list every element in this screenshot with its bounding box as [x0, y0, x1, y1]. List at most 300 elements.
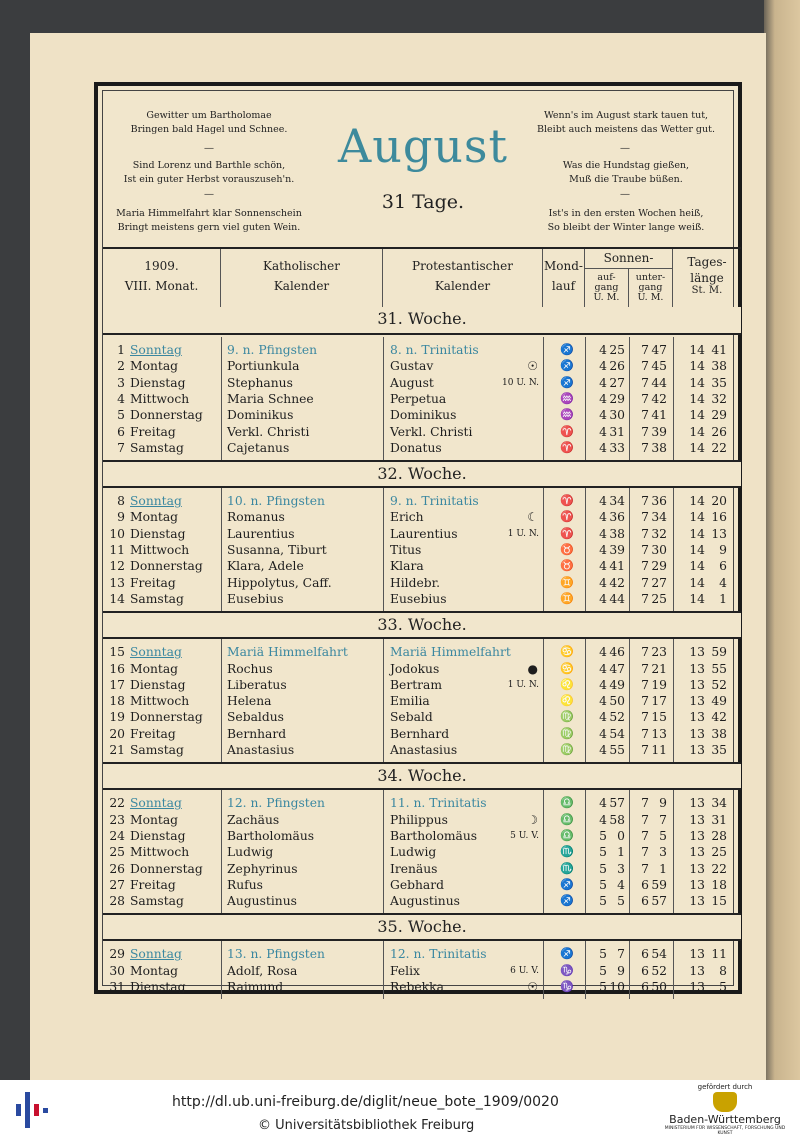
header-unter-line: gang: [638, 282, 663, 293]
cell-day: Sonntag: [130, 343, 182, 357]
cell-day: Dienstag: [130, 828, 186, 843]
cell-lm: 38: [711, 359, 727, 374]
cell-rh: 4: [599, 575, 607, 590]
cell-sm: 25: [651, 591, 667, 606]
cell-day: Samstag: [130, 894, 184, 909]
cell-day: Freitag: [130, 575, 176, 590]
cell-sh: 7: [641, 845, 649, 860]
cell-lh: 14: [689, 526, 705, 541]
cell-kath: Helena: [227, 694, 272, 709]
cell-note: 6 U. V.: [510, 965, 539, 976]
cell-num: 19: [109, 710, 125, 725]
cell-rm: 50: [609, 694, 625, 709]
cell-kath: Augustinus: [227, 894, 297, 909]
cell-rh: 4: [599, 743, 607, 757]
cell-num: 24: [109, 828, 125, 843]
cell-sh: 6: [641, 877, 649, 892]
cell-rm: 38: [609, 526, 625, 541]
verse-left-1: [111, 109, 307, 137]
cell-moon: ♒: [560, 408, 574, 422]
verse-line: Bleibt auch meistens das Wetter gut.: [537, 124, 715, 135]
cell-sm: 19: [651, 677, 667, 692]
header-mond-line: Mond-: [544, 259, 583, 273]
cell-num: 22: [109, 796, 125, 811]
cell-rh: 5: [599, 861, 607, 876]
cell-lm: 13: [711, 526, 727, 541]
cell-sm: 1: [659, 861, 667, 876]
cell-lh: 13: [689, 828, 705, 843]
cell-num: 23: [109, 812, 125, 827]
cell-lh: 14: [689, 575, 705, 590]
cell-rh: 4: [599, 494, 607, 509]
cell-sh: 7: [641, 494, 649, 509]
cell-num: 11: [109, 543, 125, 557]
adjacent-page-edge: [764, 0, 800, 1080]
cell-moon: ♐: [560, 894, 574, 908]
cell-lm: 20: [711, 494, 727, 509]
cell-rm: 55: [609, 743, 625, 757]
table-row: [103, 742, 741, 758]
cell-day: Samstag: [130, 743, 184, 757]
table-row: [103, 844, 741, 860]
cell-rh: 4: [599, 391, 607, 406]
cell-rm: 57: [609, 796, 625, 811]
cell-num: 6: [117, 424, 125, 439]
header-prot-line: Protestantischer: [412, 259, 513, 273]
cell-lh: 14: [689, 408, 705, 423]
column-divider: [221, 639, 222, 762]
cell-sh: 7: [641, 375, 649, 390]
cell-rm: 31: [609, 424, 625, 439]
cell-lm: 6: [719, 559, 727, 574]
header-untergang: [629, 269, 673, 307]
cell-lm: 59: [711, 645, 727, 660]
table-row: [103, 963, 741, 979]
column-divider: [585, 337, 586, 460]
column-divider: [629, 488, 630, 611]
cell-day: Donnerstag: [130, 710, 203, 725]
table-row: [103, 661, 741, 677]
table-row: [103, 861, 741, 877]
header-sonnen-label: Sonnen-: [603, 251, 654, 265]
copyright-notice: © Universitätsbibliothek Freiburg: [258, 1118, 475, 1133]
cell-sh: 7: [641, 526, 649, 541]
cell-moon: ♉: [560, 559, 574, 573]
cell-rm: 36: [609, 510, 625, 525]
week-header: 32. Woche.: [103, 460, 741, 488]
cell-rh: 4: [599, 645, 607, 660]
column-divider: [543, 639, 544, 762]
cell-rh: 4: [599, 375, 607, 390]
cell-day: Donnerstag: [130, 861, 203, 876]
cell-moon: ♈: [560, 526, 574, 540]
table-row: [103, 542, 741, 558]
header-sonnen: [585, 249, 673, 269]
cell-rm: 39: [609, 543, 625, 557]
cell-sh: 7: [641, 440, 649, 455]
cell-lm: 31: [711, 812, 727, 827]
cell-sm: 34: [651, 510, 667, 525]
funder-name: Baden-Württemberg: [669, 1113, 781, 1126]
cell-lh: 13: [689, 796, 705, 811]
cell-prot: Rebekka: [390, 980, 444, 994]
cell-lh: 13: [689, 710, 705, 725]
column-divider: [543, 790, 544, 913]
cell-lm: 38: [711, 726, 727, 741]
cell-lm: 22: [711, 440, 727, 455]
cell-kath: Raimund: [227, 980, 284, 994]
cell-lm: 41: [711, 343, 727, 357]
verse-line: Bringen bald Hagel und Schnee.: [130, 124, 288, 135]
cell-sh: 6: [641, 980, 649, 994]
divider-dash: —: [620, 189, 630, 200]
cell-lh: 13: [689, 812, 705, 827]
header-auf-line: auf-: [597, 272, 616, 283]
verse-right-1: [527, 109, 725, 137]
cell-sh: 7: [641, 677, 649, 692]
cell-sm: 50: [651, 980, 667, 994]
cell-prot: Erich: [390, 510, 424, 525]
cell-num: 7: [117, 440, 125, 455]
library-logo-icon: [14, 1088, 50, 1132]
cell-rm: 44: [609, 591, 625, 606]
cell-phase: ☉: [527, 359, 538, 374]
cell-kath: Bernhard: [227, 726, 287, 741]
cell-lm: 32: [711, 391, 727, 406]
column-divider: [383, 639, 384, 762]
cell-rh: 4: [599, 559, 607, 574]
verse-line: Ist's in den ersten Wochen heiß,: [548, 208, 704, 219]
cell-prot: Mariä Himmelfahrt: [390, 645, 511, 660]
table-row: [103, 979, 741, 995]
cell-num: 21: [109, 743, 125, 757]
cell-rh: 4: [599, 726, 607, 741]
cell-day: Samstag: [130, 440, 184, 455]
cell-moon: ♋: [560, 661, 574, 675]
cell-sm: 47: [651, 343, 667, 357]
cell-rm: 30: [609, 408, 625, 423]
cell-lm: 34: [711, 796, 727, 811]
cell-rh: 5: [599, 877, 607, 892]
cell-sh: 7: [641, 359, 649, 374]
verse-line: Ist ein guter Herbst vorauszuseh'n.: [123, 174, 295, 185]
table-row: [103, 526, 741, 542]
source-url[interactable]: http://dl.ub.uni-freiburg.de/diglit/neue_bote_1909/0020: [172, 1094, 559, 1110]
cell-moon: ♎: [560, 828, 574, 842]
cell-moon: ♈: [560, 494, 574, 508]
cell-day: Sonntag: [130, 494, 182, 509]
cell-moon: ♊: [560, 591, 574, 605]
column-divider: [585, 488, 586, 611]
cell-prot: 12. n. Trinitatis: [390, 947, 487, 962]
cell-day: Montag: [130, 812, 179, 827]
cell-prot: Laurentius: [390, 526, 458, 541]
cell-moon: ♌: [560, 694, 574, 708]
cell-rh: 4: [599, 343, 607, 357]
cell-rh: 4: [599, 510, 607, 525]
cell-num: 9: [117, 510, 125, 525]
cell-num: 5: [117, 408, 125, 423]
cell-moon: ♋: [560, 645, 574, 659]
cell-sm: 42: [651, 391, 667, 406]
cell-kath: Verkl. Christi: [227, 424, 310, 439]
cell-lh: 14: [689, 359, 705, 374]
cell-lm: 8: [719, 963, 727, 978]
cell-note: 5 U. V.: [510, 830, 539, 841]
cell-lm: 25: [711, 845, 727, 860]
verse-left-2: [111, 159, 307, 187]
table-row: [103, 424, 741, 440]
cell-lh: 13: [689, 645, 705, 660]
header-auf-line: gang: [594, 282, 619, 293]
cell-num: 26: [109, 861, 125, 876]
cell-moon: ♑: [560, 963, 574, 977]
cell-kath: Dominikus: [227, 408, 294, 423]
cell-prot: Anastasius: [390, 743, 458, 757]
cell-sh: 6: [641, 894, 649, 909]
cell-sm: 45: [651, 359, 667, 374]
cell-lm: 11: [711, 947, 727, 962]
cell-rh: 4: [599, 543, 607, 557]
cell-kath: Zephyrinus: [227, 861, 298, 876]
cell-sm: 9: [659, 796, 667, 811]
cell-kath: Eusebius: [227, 591, 284, 606]
table-row: [103, 644, 741, 660]
table-row: [103, 440, 741, 456]
table-row: [103, 407, 741, 423]
cell-kath: Laurentius: [227, 526, 295, 541]
table-row: [103, 893, 741, 909]
cell-sh: 7: [641, 726, 649, 741]
cell-day: Freitag: [130, 877, 176, 892]
month-header: [103, 91, 741, 247]
days-count: 31 Tage.: [381, 191, 465, 213]
cell-num: 15: [109, 645, 125, 660]
cell-rm: 34: [609, 494, 625, 509]
header-kath-line: Katholischer: [262, 259, 340, 273]
cell-sh: 7: [641, 591, 649, 606]
cell-rm: 25: [609, 343, 625, 357]
header-tageslaenge: [673, 249, 741, 307]
cell-sm: 38: [651, 440, 667, 455]
cell-num: 13: [109, 575, 125, 590]
cell-prot: Gebhard: [390, 877, 444, 892]
cell-rm: 5: [617, 894, 625, 909]
cell-rh: 4: [599, 359, 607, 374]
table-row: [103, 509, 741, 525]
cell-rh: 4: [599, 424, 607, 439]
column-divider: [543, 337, 544, 460]
cell-day: Samstag: [130, 591, 184, 606]
cell-phase: ☽: [527, 812, 538, 827]
cell-kath: Rufus: [227, 877, 263, 892]
verse-line: Wenn's im August stark tauen tut,: [543, 110, 709, 121]
cell-day: Dienstag: [130, 677, 186, 692]
cell-moon: ♍: [560, 726, 574, 740]
cell-lm: 52: [711, 677, 727, 692]
cell-day: Montag: [130, 359, 179, 374]
cell-sm: 41: [651, 408, 667, 423]
cell-kath: Mariä Himmelfahrt: [227, 645, 348, 660]
cell-num: 12: [109, 559, 125, 574]
cell-moon: ♈: [560, 510, 574, 524]
cell-rm: 10: [609, 980, 625, 994]
cell-num: 14: [109, 591, 125, 606]
cell-lh: 14: [689, 440, 705, 455]
header-unter-line: unter-: [635, 272, 666, 283]
cell-prot: 8. n. Trinitatis: [390, 343, 479, 357]
column-divider: [629, 790, 630, 913]
table-row: [103, 812, 741, 828]
cell-lh: 13: [689, 677, 705, 692]
column-divider: [629, 941, 630, 999]
header-mond-line: lauf: [551, 279, 576, 293]
cell-sm: 27: [651, 575, 667, 590]
cell-prot: Emilia: [390, 694, 430, 709]
cell-rm: 27: [609, 375, 625, 390]
cell-num: 20: [109, 726, 125, 741]
cell-lm: 5: [719, 980, 727, 994]
cell-sm: 15: [651, 710, 667, 725]
cell-note: 10 U. N.: [502, 377, 539, 388]
cell-day: Dienstag: [130, 375, 186, 390]
column-divider: [585, 639, 586, 762]
cell-phase: ●: [527, 661, 538, 676]
cell-prot: Perpetua: [390, 391, 447, 406]
header-unter-line: U. M.: [637, 292, 664, 303]
cell-moon: ♍: [560, 710, 574, 724]
verse-line: So bleibt der Winter lange weiß.: [547, 222, 705, 233]
cell-moon: ♑: [560, 980, 574, 993]
cell-rh: 4: [599, 408, 607, 423]
cell-lh: 13: [689, 726, 705, 741]
cell-lh: 13: [689, 661, 705, 676]
cell-lh: 14: [689, 343, 705, 357]
cell-kath: 9. n. Pfingsten: [227, 343, 318, 357]
cell-rm: 33: [609, 440, 625, 455]
header-aufgang: [585, 269, 629, 307]
cell-kath: Liberatus: [227, 677, 287, 692]
header-auf-line: U. M.: [593, 292, 620, 303]
cell-day: Montag: [130, 510, 179, 525]
cell-prot: Bartholomäus: [390, 828, 478, 843]
cell-rh: 4: [599, 591, 607, 606]
cell-lh: 14: [689, 510, 705, 525]
cell-phase: ☾: [527, 510, 538, 525]
verse-line: Gewitter um Bartholomae: [146, 110, 272, 121]
column-divider: [221, 941, 222, 999]
cell-sm: 57: [651, 894, 667, 909]
cell-prot: Klara: [390, 559, 424, 574]
cell-prot: Irenäus: [390, 861, 438, 876]
cell-day: Sonntag: [130, 645, 182, 660]
cell-prot: Ludwig: [390, 845, 437, 860]
cell-prot: Bernhard: [390, 726, 450, 741]
cell-day: Sonntag: [130, 947, 182, 962]
cell-rm: 41: [609, 559, 625, 574]
cell-rh: 4: [599, 677, 607, 692]
cell-lh: 13: [689, 845, 705, 860]
cell-prot: Eusebius: [390, 591, 447, 606]
cell-kath: Anastasius: [227, 743, 295, 757]
table-row: [103, 946, 741, 962]
cell-moon: ♐: [560, 375, 574, 389]
column-divider: [383, 337, 384, 460]
table-row: [103, 828, 741, 844]
cell-rm: 26: [609, 359, 625, 374]
cell-moon: ♌: [560, 677, 574, 691]
cell-sm: 29: [651, 559, 667, 574]
table-header: [103, 247, 741, 309]
verse-line: Muß die Traube büßen.: [569, 174, 683, 185]
cell-prot: Titus: [390, 543, 422, 557]
cell-num: 4: [117, 391, 125, 406]
cell-prot: August: [390, 375, 434, 390]
cell-prot: Gustav: [390, 359, 434, 374]
cell-rh: 5: [599, 845, 607, 860]
column-divider: [673, 488, 674, 611]
cell-sh: 7: [641, 661, 649, 676]
table-row: [103, 677, 741, 693]
cell-sm: 23: [651, 645, 667, 660]
table-row: [103, 693, 741, 709]
cell-kath: 12. n. Pfingsten: [227, 796, 325, 811]
table-row: [103, 726, 741, 742]
cell-rh: 4: [599, 526, 607, 541]
cell-sm: 30: [651, 543, 667, 557]
verse-line: Maria Himmelfahrt klar Sonnenschein: [116, 208, 302, 219]
cell-note: 1 U. N.: [507, 679, 539, 690]
cell-lm: 29: [711, 408, 727, 423]
cell-lh: 14: [689, 375, 705, 390]
cell-prot: Dominikus: [390, 408, 457, 423]
cell-lh: 13: [689, 947, 705, 962]
cell-lm: 9: [719, 543, 727, 557]
cell-rh: 4: [599, 661, 607, 676]
cell-num: 30: [109, 963, 125, 978]
cell-sm: 11: [651, 743, 667, 757]
cell-num: 3: [117, 375, 125, 390]
cell-kath: Sebaldus: [227, 710, 284, 725]
column-divider: [585, 790, 586, 913]
cell-lh: 14: [689, 424, 705, 439]
table-row: [103, 358, 741, 374]
cell-num: 29: [109, 947, 125, 962]
cell-sh: 7: [641, 694, 649, 709]
column-divider: [383, 790, 384, 913]
cell-kath: Adolf, Rosa: [227, 963, 298, 978]
cell-sh: 7: [641, 743, 649, 757]
cell-kath: Romanus: [227, 510, 285, 525]
cell-lm: 35: [711, 743, 727, 757]
cell-lm: 28: [711, 828, 727, 843]
cell-kath: Bartholomäus: [227, 828, 315, 843]
cell-rh: 4: [599, 694, 607, 709]
cell-lh: 13: [689, 743, 705, 757]
cell-sh: 7: [641, 343, 649, 357]
cell-prot: Bertram: [390, 677, 443, 692]
cell-day: Montag: [130, 661, 179, 676]
cell-sm: 52: [651, 963, 667, 978]
cell-sh: 7: [641, 543, 649, 557]
column-divider: [383, 488, 384, 611]
cell-kath: Zachäus: [227, 812, 280, 827]
cell-rh: 5: [599, 963, 607, 978]
cell-prot: Sebald: [390, 710, 433, 725]
cell-num: 8: [117, 494, 125, 509]
cell-kath: Klara, Adele: [227, 559, 304, 574]
cell-lm: 42: [711, 710, 727, 725]
